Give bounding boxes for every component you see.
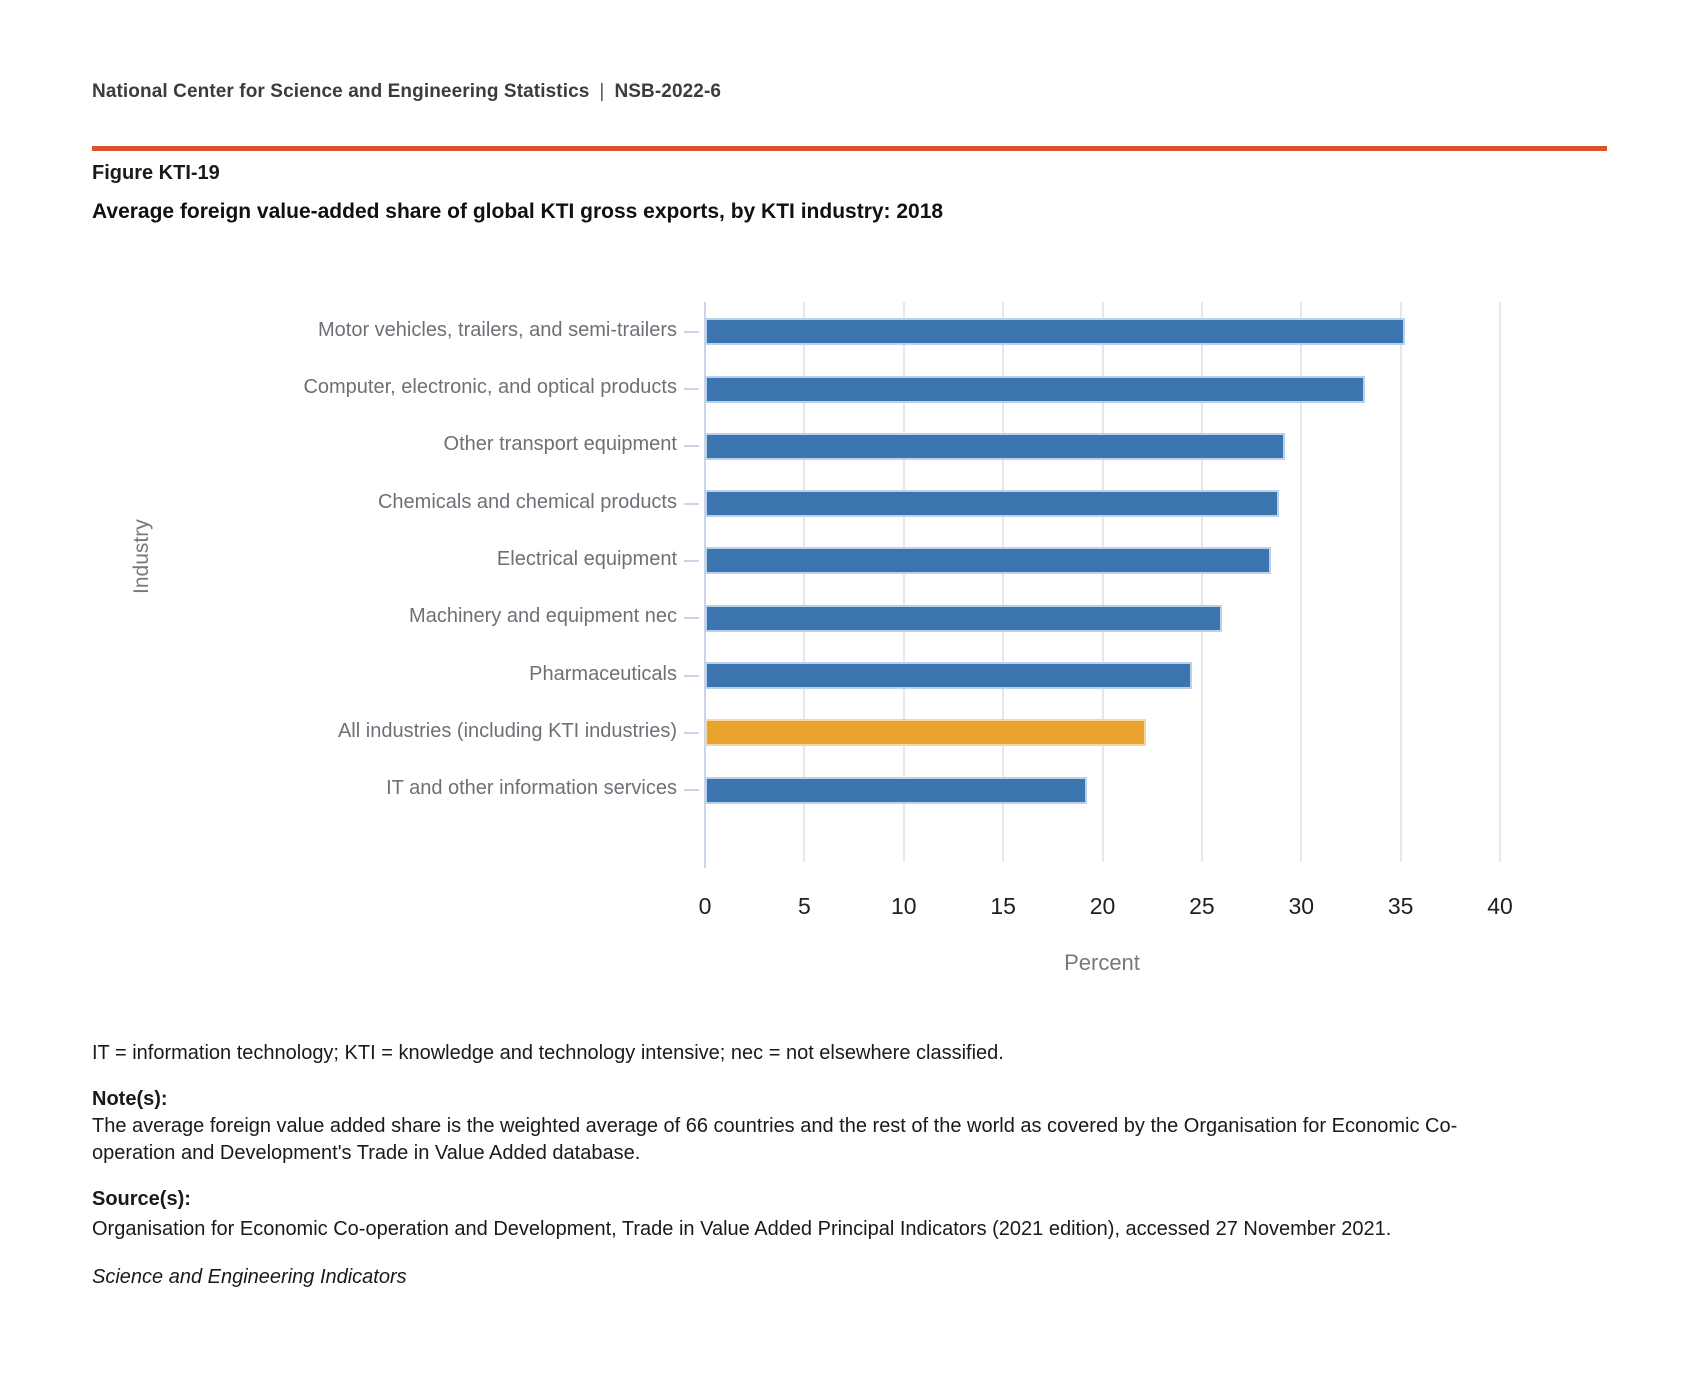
bar bbox=[705, 777, 1087, 804]
source-label: Source(s): bbox=[92, 1188, 191, 1210]
bar-highlight bbox=[705, 719, 1146, 746]
category-label: Computer, electronic, and optical products bbox=[303, 376, 677, 398]
y-tick-mark bbox=[684, 560, 699, 562]
x-tick-label: 35 bbox=[1387, 893, 1414, 919]
y-tick-mark bbox=[684, 617, 699, 619]
gridline bbox=[1499, 302, 1501, 862]
plot-area bbox=[705, 302, 1500, 862]
report-number: NSB-2022-6 bbox=[614, 81, 722, 102]
accent-rule bbox=[92, 146, 1607, 151]
x-tick-label: 0 bbox=[698, 893, 712, 919]
figure-title: Average foreign value-added share of global KTI gross exports, by KTI industry: 2018 bbox=[92, 200, 944, 223]
y-tick-mark bbox=[684, 503, 699, 505]
category-label: Electrical equipment bbox=[496, 547, 677, 570]
bar bbox=[705, 376, 1365, 403]
bar bbox=[705, 662, 1192, 689]
y-tick-mark bbox=[684, 331, 699, 333]
gridline bbox=[1400, 302, 1402, 862]
x-tick-label: 5 bbox=[797, 893, 811, 919]
x-tick-label: 20 bbox=[1089, 893, 1116, 919]
header-separator: | bbox=[599, 81, 605, 102]
bar bbox=[705, 547, 1271, 574]
x-tick-label: 30 bbox=[1288, 893, 1315, 919]
category-label: All industries (including KTI industries) bbox=[337, 719, 677, 742]
x-tick-label: 10 bbox=[890, 893, 917, 919]
y-tick-mark bbox=[684, 388, 699, 390]
notes-label: Note(s): bbox=[92, 1088, 168, 1110]
abbreviations-note: IT = information technology; KTI = knowledge and technology intensive; nec = not elsewhere classified. bbox=[92, 1042, 1004, 1064]
x-axis-title: Percent bbox=[1064, 950, 1140, 975]
report-header bbox=[92, 81, 721, 103]
source-text: Organisation for Economic Co-operation and Development, Trade in Value Added Principal Indicators (2021 edition), accessed 27 November 2021. bbox=[92, 1218, 1392, 1240]
y-tick-mark bbox=[684, 445, 699, 447]
bar bbox=[705, 318, 1405, 345]
category-label: Motor vehicles, trailers, and semi-trailers bbox=[318, 318, 677, 341]
bar bbox=[705, 605, 1222, 632]
x-tick-label: 25 bbox=[1189, 893, 1215, 919]
bar bbox=[705, 433, 1285, 460]
category-label: IT and other information services bbox=[386, 777, 677, 800]
y-axis-title: Industry bbox=[130, 519, 153, 594]
category-label: Pharmaceuticals bbox=[529, 662, 677, 685]
figure-label: Figure KTI-19 bbox=[92, 162, 220, 184]
y-tick-mark bbox=[684, 675, 699, 677]
bar bbox=[705, 490, 1279, 517]
notes-text: The average foreign value added share is the weighted average of 66 countries and the rest of the world as covered by the Organisation for Economic Co-operation and Development's Trade in Value Added database. bbox=[92, 1115, 1458, 1164]
y-tick-mark bbox=[684, 789, 699, 791]
agency-name: National Center for Science and Engineering Statistics bbox=[92, 81, 590, 102]
x-tick-label: 15 bbox=[990, 893, 1016, 919]
category-label: Machinery and equipment nec bbox=[409, 605, 677, 628]
x-tick-label: 40 bbox=[1487, 893, 1513, 919]
category-label: Other transport equipment bbox=[443, 433, 677, 456]
y-tick-mark bbox=[684, 732, 699, 734]
attribution: Science and Engineering Indicators bbox=[92, 1266, 407, 1288]
category-label: Chemicals and chemical products bbox=[377, 490, 677, 513]
